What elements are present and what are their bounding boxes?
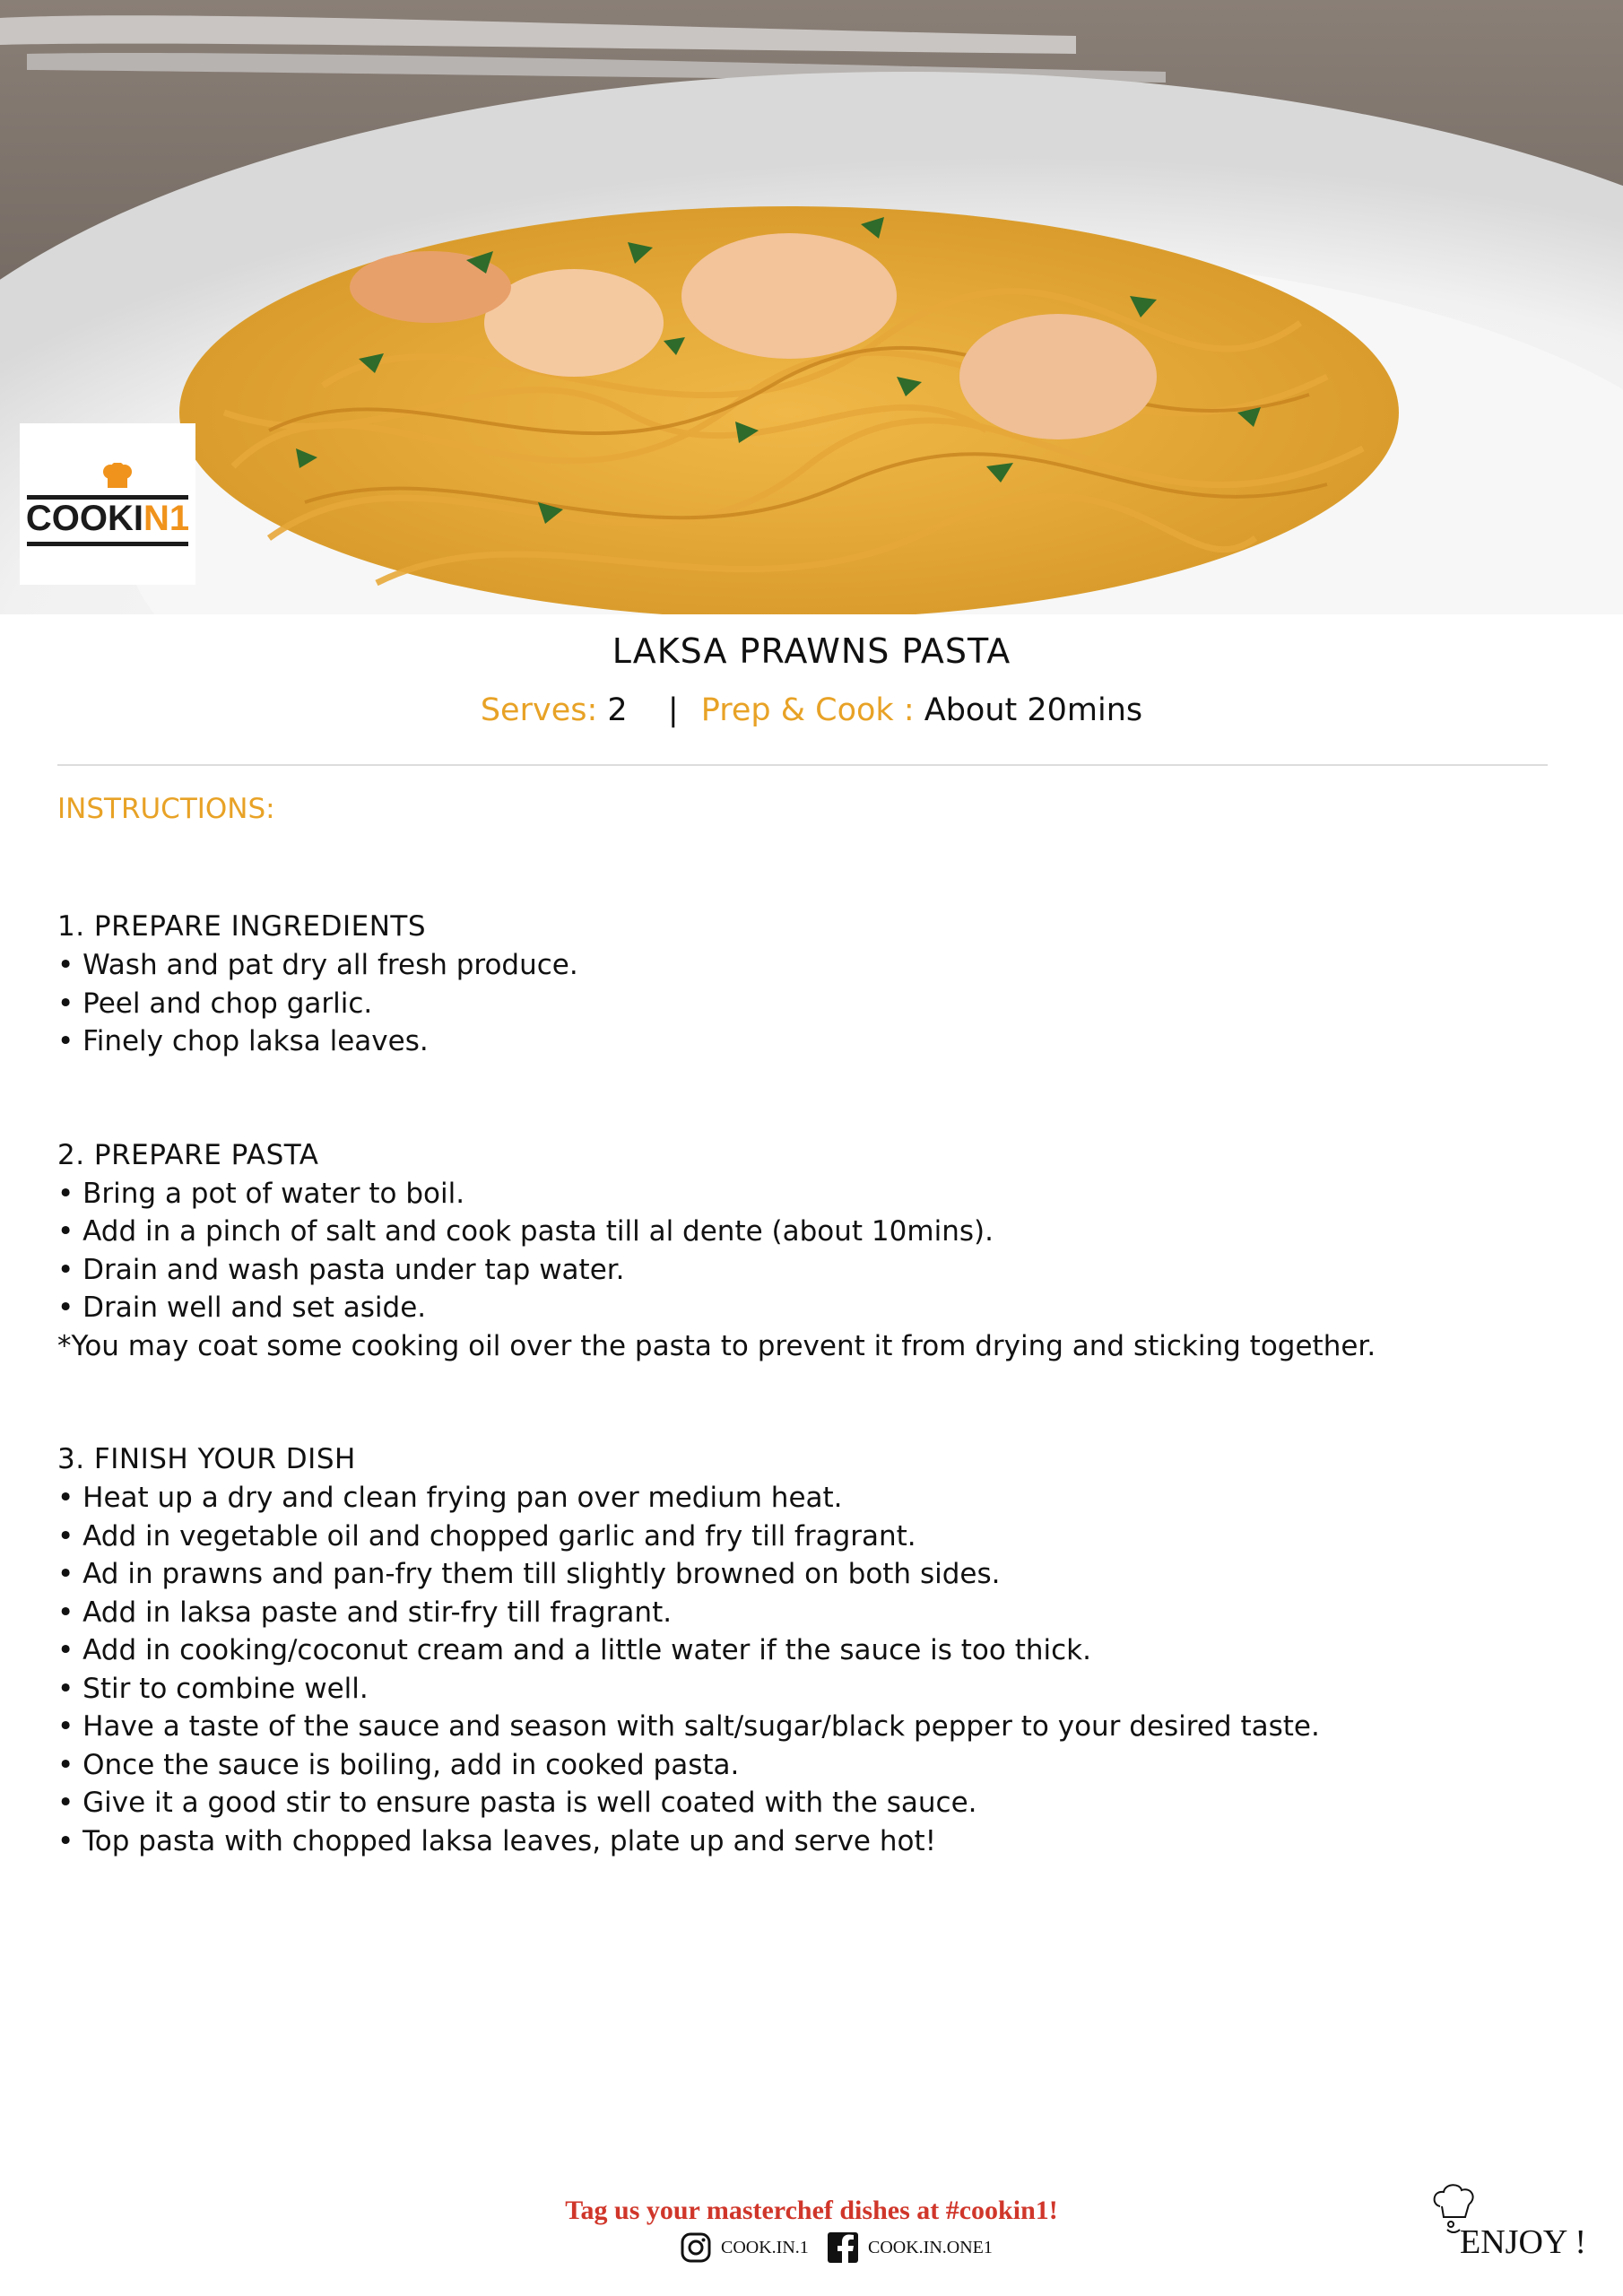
serves-value: 2 xyxy=(607,692,628,728)
logo-accent: N1 xyxy=(143,499,190,538)
step-note: *You may coat some cooking oil over the pasta to prevent it from drying and sticking together. xyxy=(57,1329,1376,1362)
hero-photo xyxy=(0,0,1623,614)
logo-prefix: COOKI xyxy=(25,499,143,538)
step-line: • Add in laksa paste and stir-fry till fragrant. xyxy=(57,1596,673,1629)
step-heading: 1. PREPARE INGREDIENTS xyxy=(57,910,427,943)
step-heading: 2. PREPARE PASTA xyxy=(57,1138,319,1171)
step xyxy=(57,1136,1582,1366)
facebook-handle: COOK.IN.ONE1 xyxy=(868,2237,993,2257)
cookin1-logo xyxy=(20,423,195,585)
steps-list xyxy=(57,908,1582,1935)
recipe-title: LAKSA PRAWNS PASTA xyxy=(612,631,1011,671)
step-line: • Once the sauce is boiling, add in cooked pasta. xyxy=(57,1748,740,1781)
logo-wordmark xyxy=(25,499,190,539)
chef-hat-icon xyxy=(102,463,133,490)
step-line: • Add in vegetable oil and chopped garlic and fry till fragrant. xyxy=(57,1519,916,1552)
instagram-link[interactable] xyxy=(680,2231,809,2265)
instructions-heading: INSTRUCTIONS: xyxy=(57,793,275,825)
step-line: • Add in a pinch of salt and cook pasta till al dente (about 10mins). xyxy=(57,1215,994,1248)
instagram-handle: COOK.IN.1 xyxy=(721,2237,809,2257)
step-line: • Heat up a dry and clean frying pan over medium heat. xyxy=(57,1482,843,1514)
prep-value: About 20mins xyxy=(924,692,1143,728)
pasta-dish-illustration xyxy=(0,0,1623,614)
step-line: • Peel and chop garlic. xyxy=(57,987,373,1020)
step-line: • Ad in prawns and pan-fry them till slightly browned on both sides. xyxy=(57,1558,1001,1590)
step-line: • Drain and wash pasta under tap water. xyxy=(57,1253,625,1286)
step-line: • Have a taste of the sauce and season with salt/sugar/black pepper to your desired taste. xyxy=(57,1710,1320,1743)
step-line: • Give it a good stir to ensure pasta is well coated with the sauce. xyxy=(57,1787,977,1819)
step-line: • Bring a pot of water to boil. xyxy=(57,1177,465,1210)
step-line: • Drain well and set aside. xyxy=(57,1292,427,1324)
step-heading: 3. FINISH YOUR DISH xyxy=(57,1443,356,1475)
recipe-meta xyxy=(0,692,1623,728)
serves-label: Serves: xyxy=(480,692,598,728)
instagram-icon xyxy=(680,2231,712,2264)
facebook-icon xyxy=(827,2231,859,2264)
step-line: • Stir to combine well. xyxy=(57,1672,369,1705)
footer-tagline: Tag us your masterchef dishes at #cookin1! xyxy=(565,2196,1058,2225)
step xyxy=(57,1440,1582,1860)
step-line: • Finely chop laksa leaves. xyxy=(57,1025,429,1057)
logo-bottom-rule xyxy=(27,542,188,546)
step-line: • Top pasta with chopped laksa leaves, plate up and serve hot! xyxy=(57,1824,937,1857)
facebook-link[interactable] xyxy=(827,2231,993,2265)
step-line: • Wash and pat dry all fresh produce. xyxy=(57,949,578,981)
meta-separator: | xyxy=(667,692,679,728)
divider xyxy=(57,764,1548,766)
enjoy-text: ENJOY ! xyxy=(1460,2223,1587,2261)
step-line: • Add in cooking/coconut cream and a little water if the sauce is too thick. xyxy=(57,1634,1091,1666)
prep-label: Prep & Cook : xyxy=(700,692,915,728)
step xyxy=(57,908,1582,1061)
